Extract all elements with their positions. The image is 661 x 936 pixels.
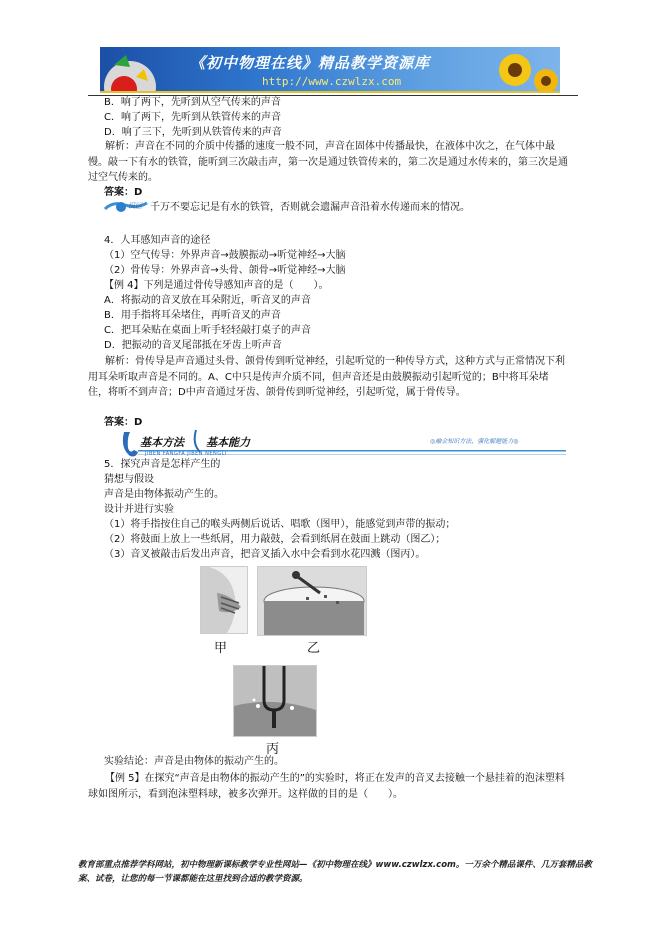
- figure-throat-photo: [200, 566, 248, 634]
- step-1: （1）将手指按住自己的喉头两侧后说话、唱歌（图甲），能感觉到声带的振动；: [104, 519, 456, 530]
- figure-b-caption: 乙: [307, 641, 321, 656]
- figure-a-caption: 甲: [214, 641, 228, 656]
- example-4-a: A．将振动的音叉放在耳朵附近，听音叉的声音: [104, 295, 311, 306]
- option-b: B．响了两下，先听到从空气传来的声音: [104, 97, 281, 108]
- step-3: （3）音叉被敲击后发出声音，把音叉插入水中会看到水花四溅（图丙）。: [104, 549, 426, 560]
- hand-on-throat-illustration: [201, 567, 247, 633]
- tuning-fork-water-illustration: [234, 666, 316, 736]
- figure-c-caption: 丙: [266, 742, 280, 757]
- option-d: D．响了三下，先听到从铁管传来的声音: [104, 127, 282, 138]
- tip-text: 千万不要忘记是有水的铁管，否则就会遗漏声音沿着水传递而来的情况。: [150, 202, 470, 213]
- tip-icon: [103, 200, 149, 214]
- answer-2: 答案：D: [104, 417, 143, 428]
- header-rule: [88, 95, 578, 96]
- section-title: 基本方法: [140, 436, 184, 449]
- hypothesis: 声音是由物体振动产生的。: [104, 489, 224, 500]
- drum-with-paper-illustration: [258, 567, 366, 635]
- option-c: C．响了两下，先听到从铁管传来的声音: [104, 112, 281, 123]
- section-pinyin: JIBEN FANGFA JIBEN NENGLI: [145, 451, 227, 457]
- design-heading: 设计并进行实验: [104, 504, 174, 515]
- section-4-title: 4．人耳感知声音的途径: [104, 235, 211, 246]
- section-5-title: 5．探究声音是怎样产生的: [104, 459, 221, 470]
- bone-conduction: （2）骨传导：外界声音→头骨、颌骨→听觉神经→大脑: [104, 265, 346, 276]
- figure-fork-photo: [233, 665, 317, 737]
- banner-url[interactable]: http://www.czwlzx.com: [262, 75, 402, 88]
- figure-drum-photo: [257, 566, 367, 636]
- tip-label: 误区: [128, 202, 142, 210]
- example-4-d: D．把振动的音叉尾部抵在牙齿上听声音: [104, 340, 282, 351]
- banner-title: 《初中物理在线》精品教学资源库: [190, 54, 431, 72]
- example-4-c: C．把耳朵贴在桌面上听手轻轻敲打桌子的声音: [104, 325, 311, 336]
- example-4: 【例 4】下列是通过骨传导感知声音的是（ ）。: [104, 280, 329, 291]
- guess-heading: 猜想与假设: [104, 474, 154, 485]
- section-note: ◎融会知识方法，强化解题能力◎: [430, 438, 519, 445]
- step-2: （2）将鼓面上放上一些纸屑，用力敲鼓，会看到纸屑在鼓面上跳动（图乙）；: [104, 534, 446, 545]
- analysis-1: 解析：声音在不同的介质中传播的速度一般不同，声音在固体中传播最快，在液体中次之，在气体中最慢。敲一下有水的铁管，能听到三次敲击声，第一次是通过铁管传来的，第二次是通过水传来的，第三次是通过空气传来的。: [88, 141, 568, 183]
- air-conduction: （1）空气传导：外界声音→鼓膜振动→听觉神经→大脑: [104, 250, 346, 261]
- example-4-b: B．用手指将耳朵堵住，再听音叉的声音: [104, 310, 281, 321]
- example-5: 【例 5】在探究“声音是由物体的振动产生的”的实验时，将正在发声的音叉去接触一个悬挂着的泡沫塑料球如图所示，看到泡沫塑料球，被多次弹开。这样做的目的是（ ）。: [88, 773, 565, 800]
- section-subtitle: 基本能力: [206, 436, 250, 449]
- conclusion: 实验结论：声音是由物体的振动产生的。: [104, 756, 284, 767]
- analysis-2: 解析：骨传导是声音通过头骨、颌骨传到听觉神经，引起听觉的一种传导方式，这种方式与正常情况下利用耳朵听取声音是不同的。A、C中只是传声介质不同，但声音还是由鼓膜振动引起听觉的；B中将耳朵堵住，将听不到声音；D中声音通过牙齿、颌骨传到听觉神经，引起听觉，属于骨传导。: [88, 356, 565, 398]
- page-footer: 教育部重点推荐学科网站，初中物理新课标教学专业性网站—《初中物理在线》www.czwlzx.com。一万余个精品课件、几万套精品教案、试卷，让您的每一节课都能在这里找到合适的教学资源。: [78, 860, 592, 884]
- answer-1: 答案：D: [104, 187, 143, 198]
